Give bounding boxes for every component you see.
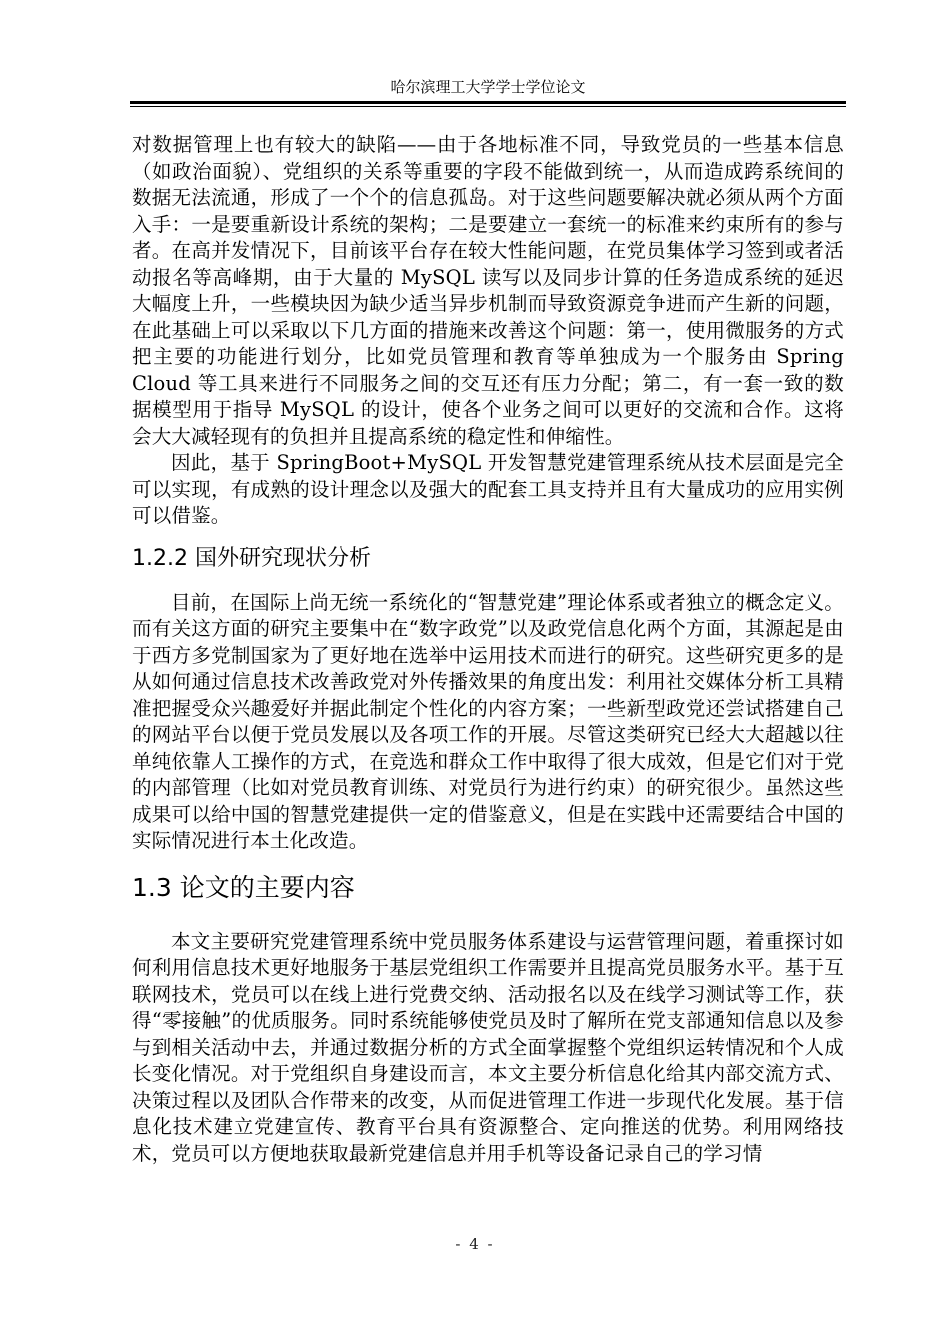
header-rule-thin [130,106,846,107]
paragraph-4: 本文主要研究党建管理系统中党员服务体系建设与运营管理问题，着重探讨如何利用信息技术更好地服务于基层党组织工作需要并且提高党员服务水平。基于互联网技术，党员可以在线上进行党费交纳、活动报名以及在线学习测试等工作，获得“零接触”的优质服务。同时系统能够使党员及时了解所在党支部通知信息以及参与到相关活动中去，并通过数据分析的方式全面掌握整个党组织运转情况和个人成长变化情况。对于党组织自身建设而言，本文主要分析信息化给其内部交流方式、决策过程以及团队合作带来的改变，从而促进管理工作进一步现代化发展。基于信息化技术建立党建宣传、教育平台具有资源整合、定向推送的优势。利用网络技术，党员可以方便地获取最新党建信息并用手机等设备记录自己的学习情 [132,929,844,1165]
chapter-heading-1-3: 1.3 论文的主要内容 [132,872,355,902]
paragraph-1: 对数据管理上也有较大的缺陷——由于各地标准不同，导致党员的一些基本信息（如政治面貌）、党组织的关系等重要的字段不能做到统一，从而造成跨系统间的数据无法流通，形成了一个个的信息孤岛。对于这些问题要解决就必须从两个方面入手：一是要重新设计系统的架构；二是要建立一套统一的标准来约束所有的参与者。在高并发情况下，目前该平台存在较大性能问题，在党员集体学习签到或者活动报名等高峰期，由于大量的 MySQL 读写以及同步计算的任务造成系统的延迟大幅度上升，一些模块因为缺少适当异步机制而导致资源竞争进而产生新的问题，在此基础上可以采取以下几方面的措施来改善这个问题：第一，使用微服务的方式把主要的功能进行划分，比如党员管理和教育等单独成为一个服务由 Spring Cloud 等工具来进行不同服务之间的交互还有压力分配；第二，有一套一致的数据模型用于指导 MySQL 的设计，使各个业务之间可以更好的交流和合作。这将会大大减轻现有的负担并且提高系统的稳定性和伸缩性。 [132,133,844,448]
paragraph-3: 目前，在国际上尚无统一系统化的“智慧党建”理论体系或者独立的概念定义。而有关这方面的研究主要集中在“数字政党”以及政党信息化两个方面，其源起是由于西方多党制国家为了更好地在选举中运用技术而进行的研究。这些研究更多的是从如何通过信息技术改善政党对外传播效果的角度出发：利用社交媒体分析工具精准把握受众兴趣爱好并据此制定个性化的内容方案；一些新型政党还尝试搭建自己的网站平台以便于党员发展以及各项工作的开展。尽管这类研究已经大大超越以往单纯依靠人工操作的方式，在竞选和群众工作中取得了很大成效，但是它们对于党的内部管理（比如对党员教育训练、对党员行为进行约束）的研究很少。虽然这些成果可以给中国的智慧党建提供一定的借鉴意义，但是在实践中还需要结合中国的实际情况进行本土化改造。 [132,590,844,852]
running-header: 哈尔滨理工大学学士学位论文 [390,78,586,96]
header-rule-thick [130,101,846,104]
paragraph-2: 因此，基于 SpringBoot+MySQL 开发智慧党建管理系统从技术层面是完全可以实现，有成熟的设计理念以及强大的配套工具支持并且有大量成功的应用实例可以借鉴。 [132,451,844,527]
body-text [132,132,844,1167]
section-heading-1-2-2: 1.2.2 国外研究现状分析 [132,545,371,571]
page-number: - 4 - [455,1235,495,1253]
